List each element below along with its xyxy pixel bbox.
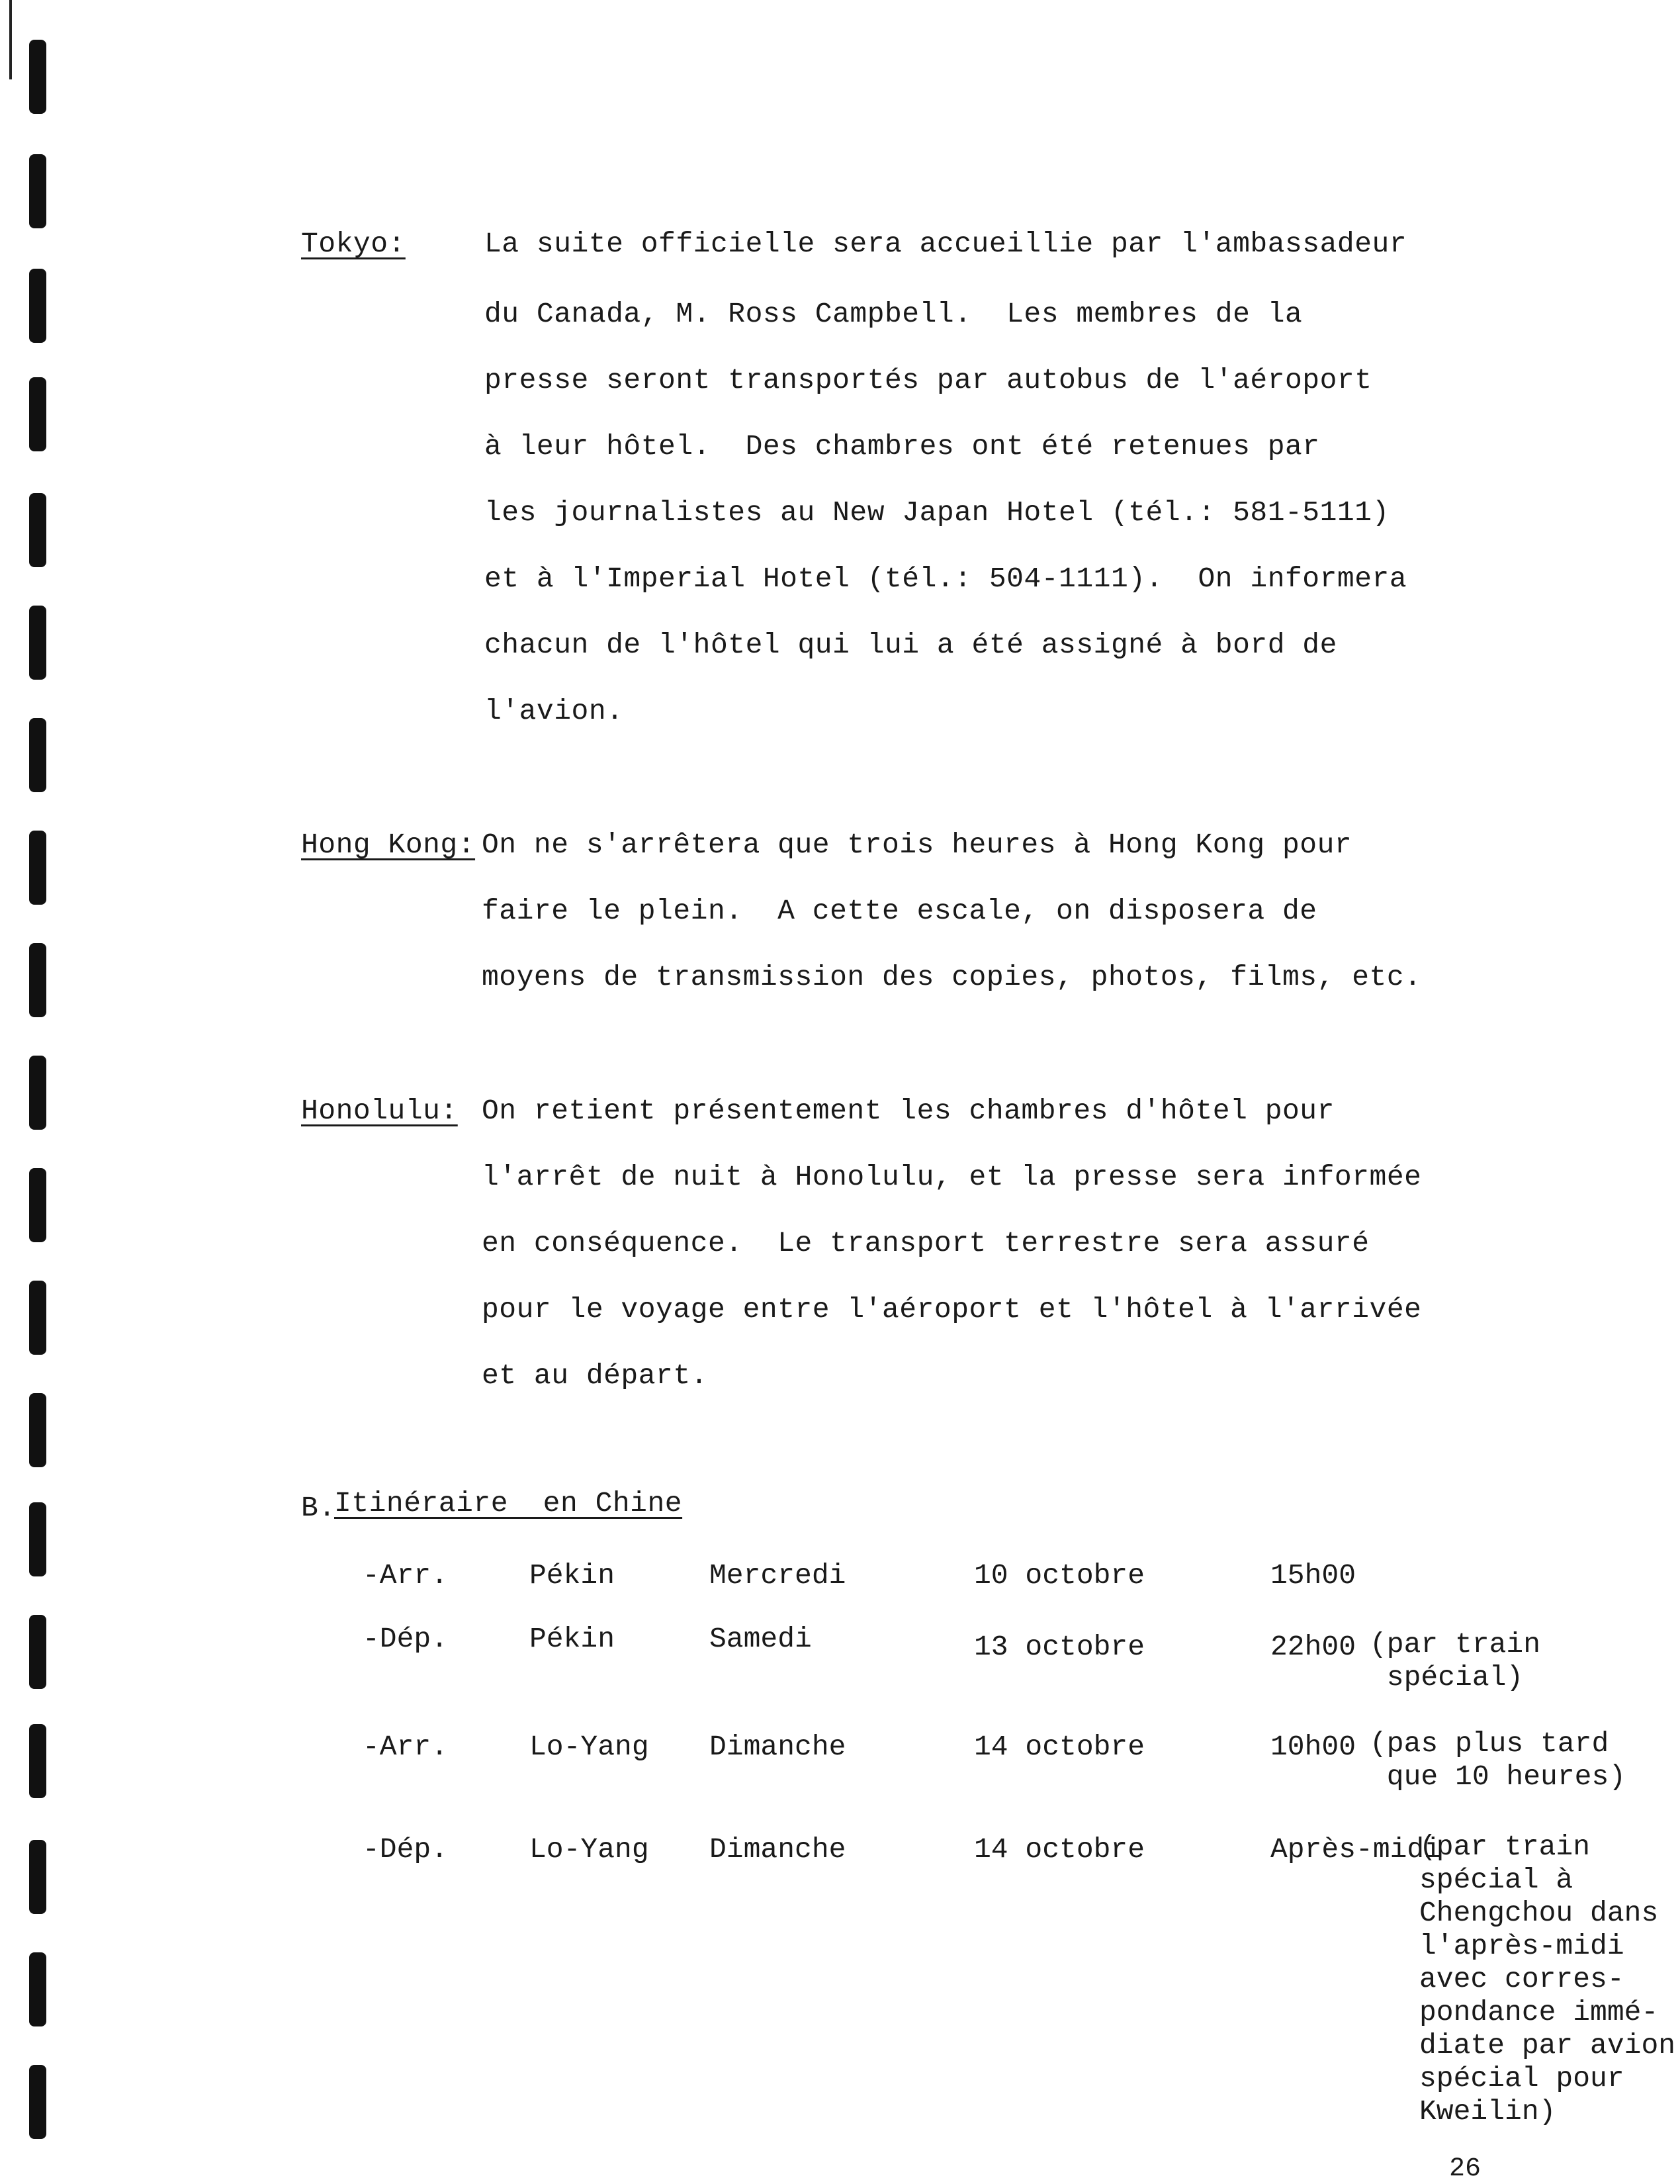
binding-holes bbox=[9, 0, 49, 2177]
tokyo-line: et à l'Imperial Hotel (tél.: 504-1111). On informera bbox=[484, 563, 1407, 595]
page-number: 26 bbox=[1449, 2154, 1481, 2184]
itinerary-time: Après-midi bbox=[1270, 1833, 1442, 1866]
punch-hole bbox=[29, 40, 46, 114]
section-label-tokyo: Tokyo: bbox=[301, 228, 406, 260]
itinerary-note: (pas plus tard que 10 heures) bbox=[1370, 1727, 1626, 1793]
tokyo-line: à leur hôtel. Des chambres ont été retenues par bbox=[484, 430, 1320, 463]
itinerary-note: (par train spécial à Chengchou dans l'après-midi avec corres- pondance immé- diate par avion spécial pour Kweilin) bbox=[1419, 1831, 1676, 2128]
tokyo-line: les journalistes au New Japan Hotel (tél.: 581-5111) bbox=[484, 496, 1390, 529]
punch-hole bbox=[29, 269, 46, 343]
itinerary-type: -Arr. bbox=[363, 1731, 449, 1763]
punch-hole bbox=[29, 493, 46, 567]
punch-hole bbox=[29, 1724, 46, 1798]
hong-kong-line: faire le plein. A cette escale, on disposera de bbox=[482, 895, 1317, 927]
punch-hole bbox=[29, 718, 46, 792]
itinerary-note: (par train spécial) bbox=[1370, 1628, 1541, 1694]
itinerary-city: Lo-Yang bbox=[529, 1731, 649, 1763]
hong-kong-line: moyens de transmission des copies, photos, films, etc. bbox=[482, 961, 1422, 993]
hong-kong-line: On ne s'arrêtera que trois heures à Hong Kong pour bbox=[482, 829, 1352, 861]
punch-hole bbox=[29, 1615, 46, 1689]
punch-hole bbox=[29, 1056, 46, 1130]
tokyo-line: l'avion. bbox=[484, 695, 624, 727]
punch-hole bbox=[29, 943, 46, 1017]
itinerary-city: Lo-Yang bbox=[529, 1833, 649, 1866]
honolulu-line: On retient présentement les chambres d'hôtel pour bbox=[482, 1095, 1335, 1127]
punch-hole bbox=[29, 1502, 46, 1576]
punch-hole bbox=[29, 1952, 46, 2026]
punch-hole bbox=[29, 2065, 46, 2139]
itinerary-type: -Arr. bbox=[363, 1559, 449, 1592]
section-label-honolulu: Honolulu: bbox=[301, 1095, 458, 1127]
honolulu-line: et au départ. bbox=[482, 1359, 708, 1392]
itinerary-day: Samedi bbox=[709, 1623, 812, 1655]
tokyo-line: chacun de l'hôtel qui lui a été assigné à bord de bbox=[484, 629, 1337, 661]
tokyo-line: du Canada, M. Ross Campbell. Les membres de la bbox=[484, 298, 1303, 330]
itinerary-date: 14 octobre bbox=[974, 1731, 1145, 1763]
itinerary-time: 15h00 bbox=[1270, 1559, 1356, 1592]
punch-hole bbox=[29, 1840, 46, 1914]
punch-hole bbox=[29, 1393, 46, 1467]
punch-hole bbox=[29, 1281, 46, 1355]
punch-hole bbox=[29, 1168, 46, 1242]
itinerary-time: 22h00 bbox=[1270, 1631, 1356, 1663]
punch-hole bbox=[29, 831, 46, 905]
itinerary-date: 14 octobre bbox=[974, 1833, 1145, 1866]
itinerary-type: -Dép. bbox=[363, 1623, 449, 1655]
itinerary-date: 10 octobre bbox=[974, 1559, 1145, 1592]
punch-hole bbox=[29, 606, 46, 680]
itinerary-prefix: B. bbox=[301, 1492, 336, 1524]
itinerary-title: Itinéraire en Chine bbox=[334, 1487, 683, 1520]
itinerary-day: Dimanche bbox=[709, 1833, 846, 1866]
section-label-hong-kong: Hong Kong: bbox=[301, 829, 476, 861]
itinerary-day: Dimanche bbox=[709, 1731, 846, 1763]
itinerary-day: Mercredi bbox=[709, 1559, 846, 1592]
itinerary-date: 13 octobre bbox=[974, 1631, 1145, 1663]
punch-hole bbox=[29, 154, 46, 228]
itinerary-city: Pékin bbox=[529, 1623, 615, 1655]
itinerary-type: -Dép. bbox=[363, 1833, 449, 1866]
punch-hole bbox=[29, 377, 46, 451]
honolulu-line: l'arrêt de nuit à Honolulu, et la presse sera informée bbox=[482, 1161, 1422, 1193]
tokyo-line: presse seront transportés par autobus de l'aéroport bbox=[484, 364, 1372, 396]
honolulu-line: pour le voyage entre l'aéroport et l'hôtel à l'arrivée bbox=[482, 1293, 1422, 1326]
tokyo-line: La suite officielle sera accueillie par l'ambassadeur bbox=[484, 228, 1407, 260]
honolulu-line: en conséquence. Le transport terrestre sera assuré bbox=[482, 1227, 1370, 1259]
page-edge-line bbox=[9, 0, 12, 79]
itinerary-time: 10h00 bbox=[1270, 1731, 1356, 1763]
itinerary-city: Pékin bbox=[529, 1559, 615, 1592]
